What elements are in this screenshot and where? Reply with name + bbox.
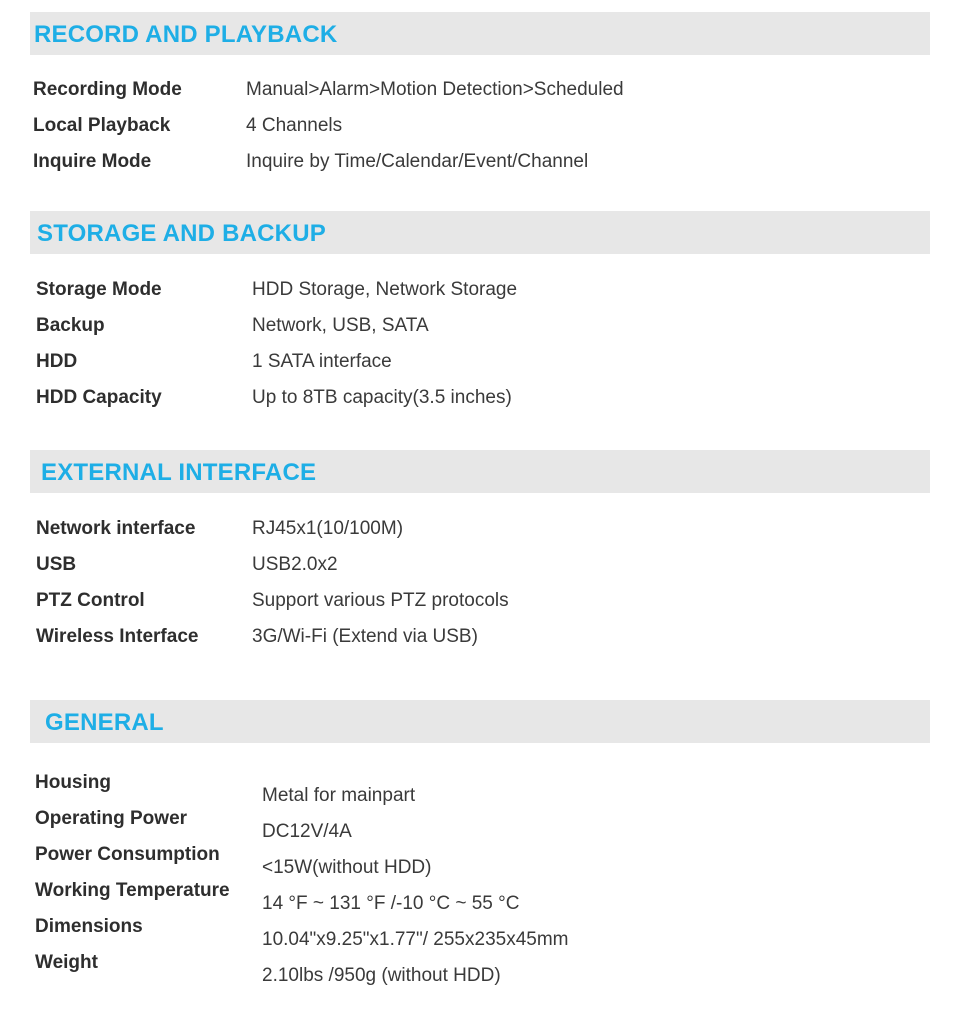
section-title: RECORD AND PLAYBACK <box>34 21 338 48</box>
section-header-storage-backup <box>30 211 930 254</box>
spec-value: Metal for mainpart <box>262 785 416 806</box>
section-title: GENERAL <box>45 709 164 736</box>
spec-value: 2.10lbs /950g (without HDD) <box>262 965 501 986</box>
section-title: EXTERNAL INTERFACE <box>41 459 317 486</box>
spec-value: RJ45x1(10/100M) <box>252 518 404 539</box>
spec-value: HDD Storage, Network Storage <box>252 279 518 300</box>
spec-label: Network interface <box>36 518 196 539</box>
spec-label: HDD Capacity <box>36 387 162 408</box>
spec-label: Dimensions <box>35 916 143 937</box>
spec-label: Backup <box>36 315 105 336</box>
spec-value: <15W(without HDD) <box>262 857 432 878</box>
spec-value: Network, USB, SATA <box>252 315 429 336</box>
section-header-general <box>30 700 930 743</box>
spec-value: 3G/Wi-Fi (Extend via USB) <box>252 626 478 647</box>
spec-value: 1 SATA interface <box>252 351 392 372</box>
spec-value: DC12V/4A <box>262 821 352 842</box>
spec-label: Housing <box>35 772 111 793</box>
spec-value: 10.04"x9.25"x1.77"/ 255x235x45mm <box>262 929 569 950</box>
spec-label: Power Consumption <box>35 844 220 865</box>
spec-label: Inquire Mode <box>33 151 152 172</box>
spec-value: Support various PTZ protocols <box>252 590 509 611</box>
spec-label: HDD <box>36 351 78 372</box>
spec-value: 4 Channels <box>246 115 343 136</box>
spec-label: Recording Mode <box>33 79 182 100</box>
spec-value: Up to 8TB capacity(3.5 inches) <box>252 387 512 408</box>
spec-value: Inquire by Time/Calendar/Event/Channel <box>246 151 589 172</box>
spec-label: Operating Power <box>35 808 188 829</box>
spec-label: PTZ Control <box>36 590 145 611</box>
section-header-external-interface <box>30 450 930 493</box>
spec-label: Weight <box>35 952 98 973</box>
spec-value: USB2.0x2 <box>252 554 338 575</box>
section-header-record-playback <box>30 12 930 55</box>
spec-value: Manual>Alarm>Motion Detection>Scheduled <box>246 79 624 100</box>
spec-label: Local Playback <box>33 115 171 136</box>
section-title: STORAGE AND BACKUP <box>37 220 326 247</box>
spec-label: USB <box>36 554 77 575</box>
spec-value: 14 °F ~ 131 °F /-10 °C ~ 55 °C <box>262 893 520 914</box>
spec-label: Storage Mode <box>36 279 162 300</box>
spec-label: Working Temperature <box>35 880 230 901</box>
spec-label: Wireless Interface <box>36 626 199 647</box>
